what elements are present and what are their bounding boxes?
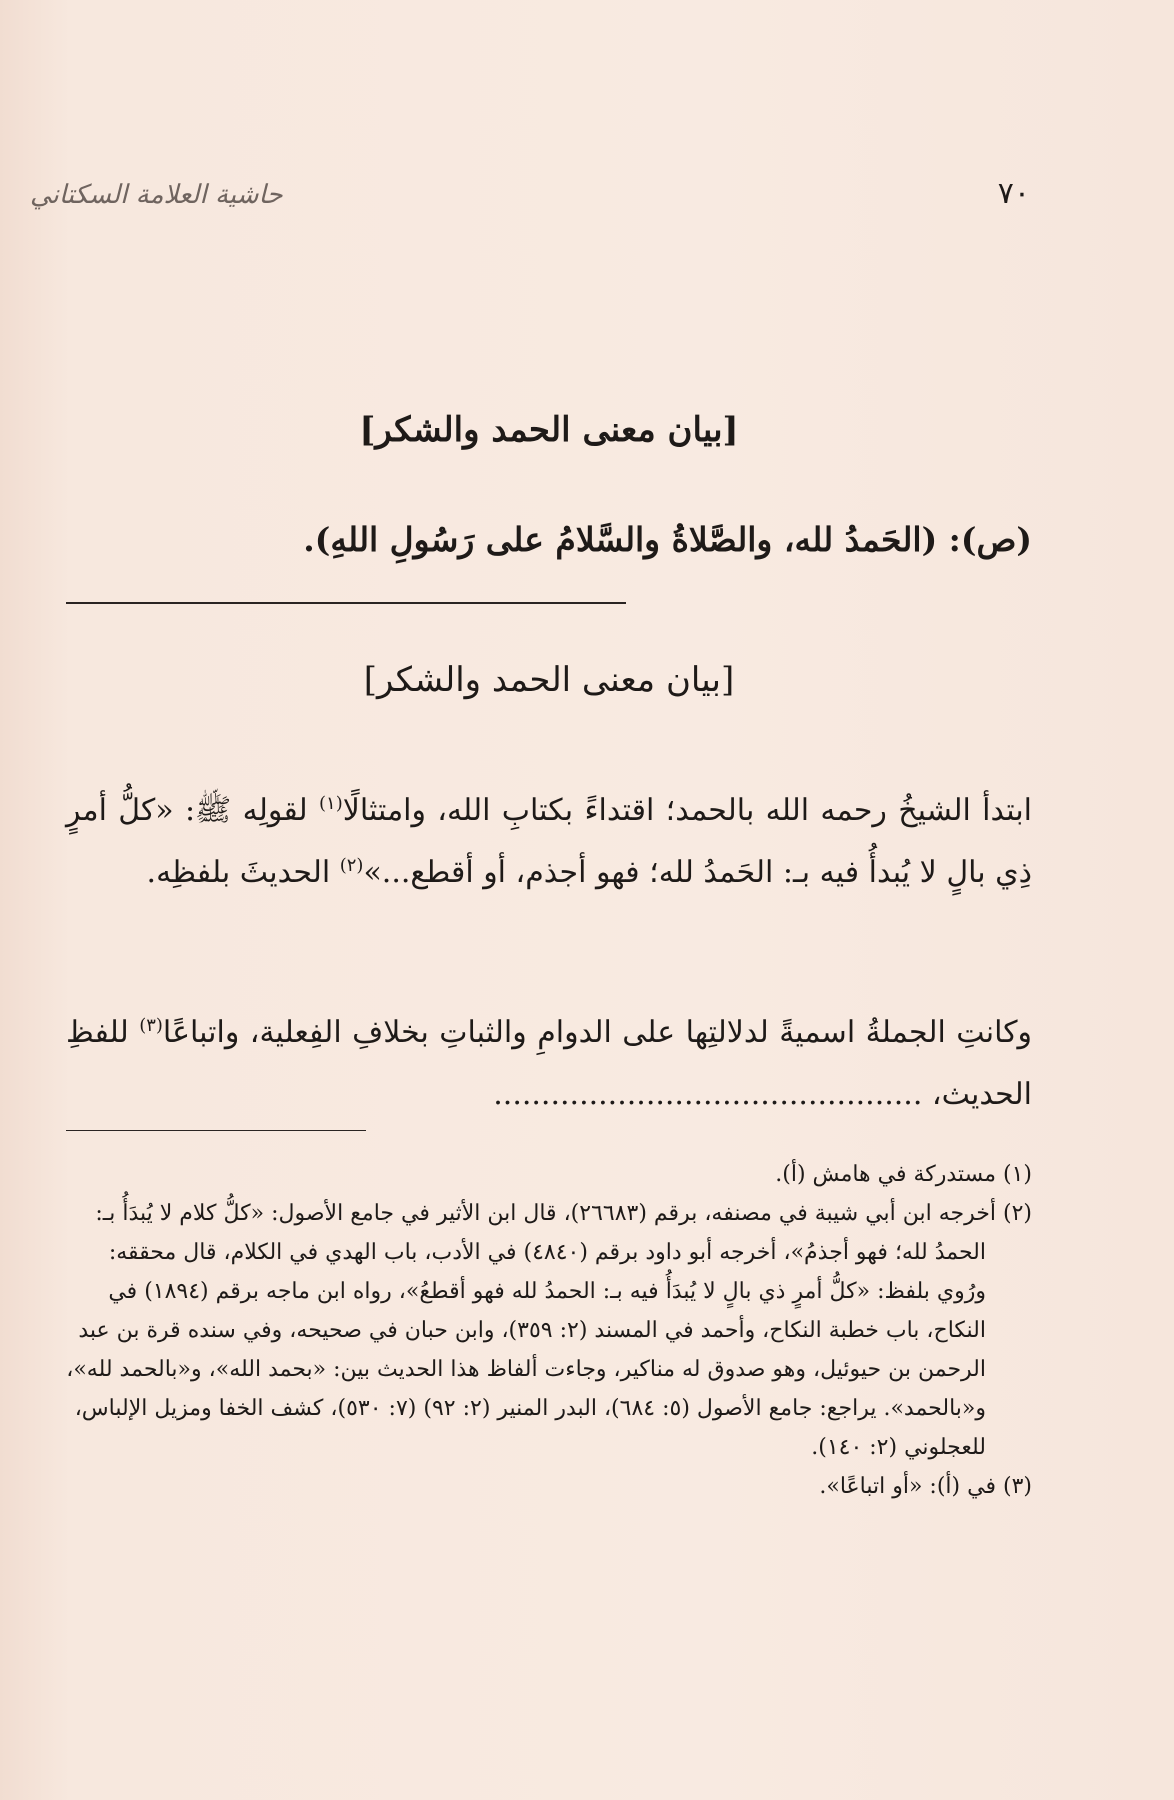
matn-divider [66, 602, 626, 604]
section-heading-repeat: [بيان معنى الحمد والشكر] [363, 660, 735, 700]
footnote-ref-2[interactable]: (٢) [339, 855, 364, 876]
footnote-text: أخرجه ابن أبي شيبة في مصنفه، برقم (٢٦٦٨٣)، قال ابن الأثير في جامع الأصول: «كلُّ كلام لا يُبدَأُ بـ: الحمدُ لله؛ فهو أجذمُ»، أخرجه أبو داود برقم (٤٨٤٠) في الأدب، باب الهدي في الكلام، قال محققه: ورُوي بلفظ: «كلُّ أمرٍ ذي بالٍ لا يُبدَأُ فيه بـ: الحمدُ لله فهو أقطعُ»، رواه ابن ماجه برقم (١٨٩٤) في النكاح، باب خطبة النكاح، وأحمد في المسند (٢: ٣٥٩)، وابن حبان في صحيحه، وفي سنده قرة بن عبد الرحمن بن حيوئيل، وهو صدوق له مناكير، وجاءت ألفاظ هذا الحديث بين: «بحمد الله»، و«بالحمد لله»، و«بالحمد». يراجع: جامع الأصول (٥: ٦٨٤)، البدر المنير (٢: ٩٢) (٧: ٥٣٠)، كشف الخفا ومزيل الإلباس، للعجلوني (٢: ١٤٠). [66, 1201, 996, 1460]
paragraph-text: ابتدأ الشيخُ رحمه الله بالحمد؛ اقتداءً بكتابِ الله، وامتثالًا [342, 793, 1032, 828]
footnote-number: (١) [1002, 1162, 1032, 1187]
paragraph-text: وكانتِ الجملةُ اسميةً لدلالتِها على الدوامِ والثباتِ بخلافِ الفِعلية، واتباعًا [162, 1015, 1032, 1050]
footnotes [66, 1155, 1032, 1506]
commentary-paragraph-1 [66, 780, 1032, 904]
paragraph-text: لقولِه ﷺ: «كلُّ أمرٍ ذِي بالٍ لا يُبدأُ فيه بـ: الحَمدُ لله؛ فهو أجذم، أو أقطع...» [66, 793, 1032, 890]
paragraph-text: الحديثَ بلفظِه. [146, 855, 340, 890]
footnote-number: (٣) [1002, 1474, 1032, 1499]
footnote-text: في (أ): «أو اتباعًا». [819, 1474, 996, 1499]
footnote-number: (٢) [1002, 1201, 1032, 1226]
footnote-ref-3[interactable]: (٣) [139, 1015, 163, 1036]
page-header [30, 176, 1030, 230]
section-heading: [بيان معنى الحمد والشكر] [359, 410, 739, 450]
commentary-paragraph-2 [66, 1002, 1032, 1126]
matn-text: (ص): (الحَمدُ لله، والصَّلاةُ والسَّلامُ على رَسُولِ اللهِ). [303, 520, 1032, 559]
footnote-1 [66, 1155, 1032, 1194]
footnote-ref-1[interactable]: (١) [318, 793, 343, 814]
footnote-3 [66, 1467, 1032, 1506]
footnote-text: مستدركة في هامش (أ). [775, 1162, 996, 1187]
footnote-2 [66, 1194, 1032, 1467]
running-title: حاشية العلامة السكتاني [30, 180, 283, 210]
footnote-divider [66, 1130, 366, 1131]
paragraph-text: للفظِ الحديث، ............................................. [66, 1015, 1032, 1112]
page-number: ٧٠ [997, 176, 1030, 211]
